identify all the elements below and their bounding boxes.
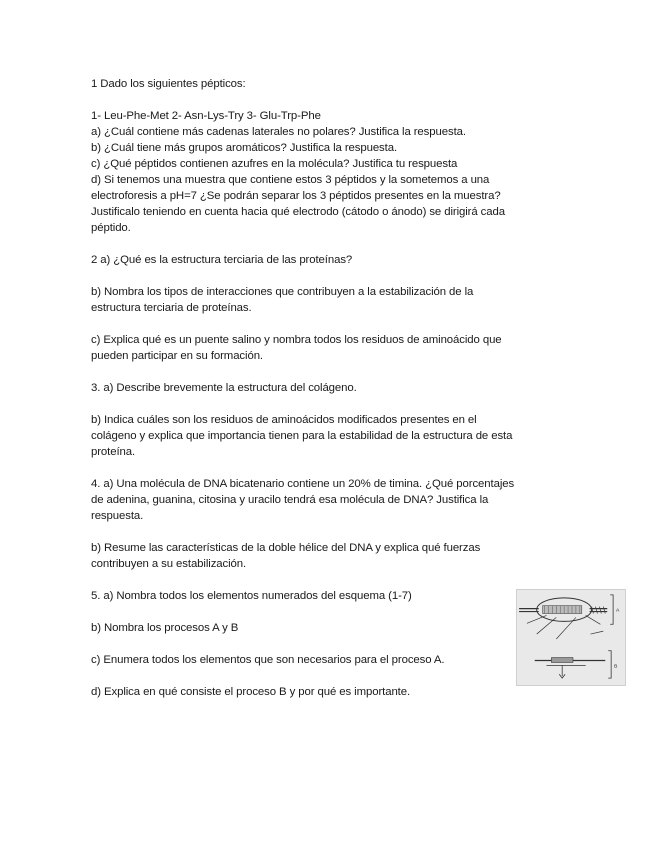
dna-replication-diagram	[516, 589, 626, 686]
q3-b-line1: b) Indica cuáles son los residuos de aminoácidos modificados presentes en el	[91, 414, 477, 426]
q1-d-line1: d) Si tenemos una muestra que contiene estos 3 péptidos y la sometemos a una	[91, 174, 490, 186]
label-b: B	[614, 664, 618, 670]
q2-b-line2: estructura terciaria de proteínas.	[91, 302, 252, 314]
document-body	[91, 76, 571, 700]
q2-b-line1: b) Nombra los tipos de interacciones que contribuyen a la estabilización de la	[91, 286, 474, 298]
helix-ticks	[592, 607, 606, 614]
q1-c: c) ¿Qué péptidos contienen azufres en la molécula? Justifica tu respuesta	[91, 158, 458, 170]
pointer-4	[586, 615, 601, 624]
q1-d-line4: péptido.	[91, 222, 131, 234]
q4-a-line1: 4. a) Una molécula de DNA bicatenario contiene un 20% de timina. ¿Qué porcentajes	[91, 478, 515, 490]
q1-d-line3: Justificalo teniendo en cuenta hacia qué electrodo (cátodo o ánodo) se dirigirá cada	[91, 206, 505, 218]
pointer-1	[527, 615, 547, 623]
q2-c-line2: pueden participar en su formación.	[91, 350, 263, 362]
document-title: 1 Dado los siguientes pépticos:	[91, 78, 246, 90]
q3-b-line2: colágeno y explica que importancia tienen para la estabilidad de la estructura de esta	[91, 430, 513, 442]
q1-peptides: 1- Leu-Phe-Met 2- Asn-Lys-Try 3- Glu-Trp-Phe	[91, 110, 321, 122]
pointer-5	[591, 631, 604, 634]
pointer-3	[556, 617, 576, 639]
q5-b: b) Nombra los procesos A y B	[91, 622, 239, 634]
q5-a: 5. a) Nombra todos los elementos numerados del esquema (1-7)	[91, 590, 412, 602]
q4-b-line1: b) Resume las características de la doble hélice del DNA y explica qué fuerzas	[91, 542, 481, 554]
q3-b-line3: proteína.	[91, 446, 136, 458]
enzyme-b	[551, 658, 573, 663]
q3-a: 3. a) Describe brevemente la estructura del colágeno.	[91, 382, 357, 394]
q2-c-line1: c) Explica qué es un puente salino y nombra todos los residuos de aminoácido que	[91, 334, 502, 346]
q1-b: b) ¿Cuál tiene más grupos aromáticos? Justifica la respuesta.	[91, 142, 398, 154]
diagram-drawing	[517, 590, 625, 685]
q1-d-line2: electroforesis a pH=7 ¿Se podrán separar los 3 péptidos presentes en la muestra?	[91, 190, 501, 202]
bracket-b	[608, 651, 611, 678]
q5-c: c) Enumera todos los elementos que son necesarios para el proceso A.	[91, 654, 445, 666]
q1-a: a) ¿Cuál contiene más cadenas laterales no polares? Justifica la respuesta.	[91, 126, 466, 138]
q4-a-line3: respuesta.	[91, 510, 144, 522]
pointer-2	[537, 617, 557, 634]
q2-a: 2 a) ¿Qué es la estructura terciaria de las proteínas?	[91, 254, 353, 266]
label-a: A	[616, 608, 620, 614]
q5-d: d) Explica en qué consiste el proceso B y por qué es importante.	[91, 686, 411, 698]
bracket-a	[610, 595, 613, 624]
q4-b-line2: contribuyen a su estabilización.	[91, 558, 247, 570]
q4-a-line2: de adenina, guanina, citosina y uracilo tendrá esa molécula de DNA? Justifica la	[91, 494, 489, 506]
